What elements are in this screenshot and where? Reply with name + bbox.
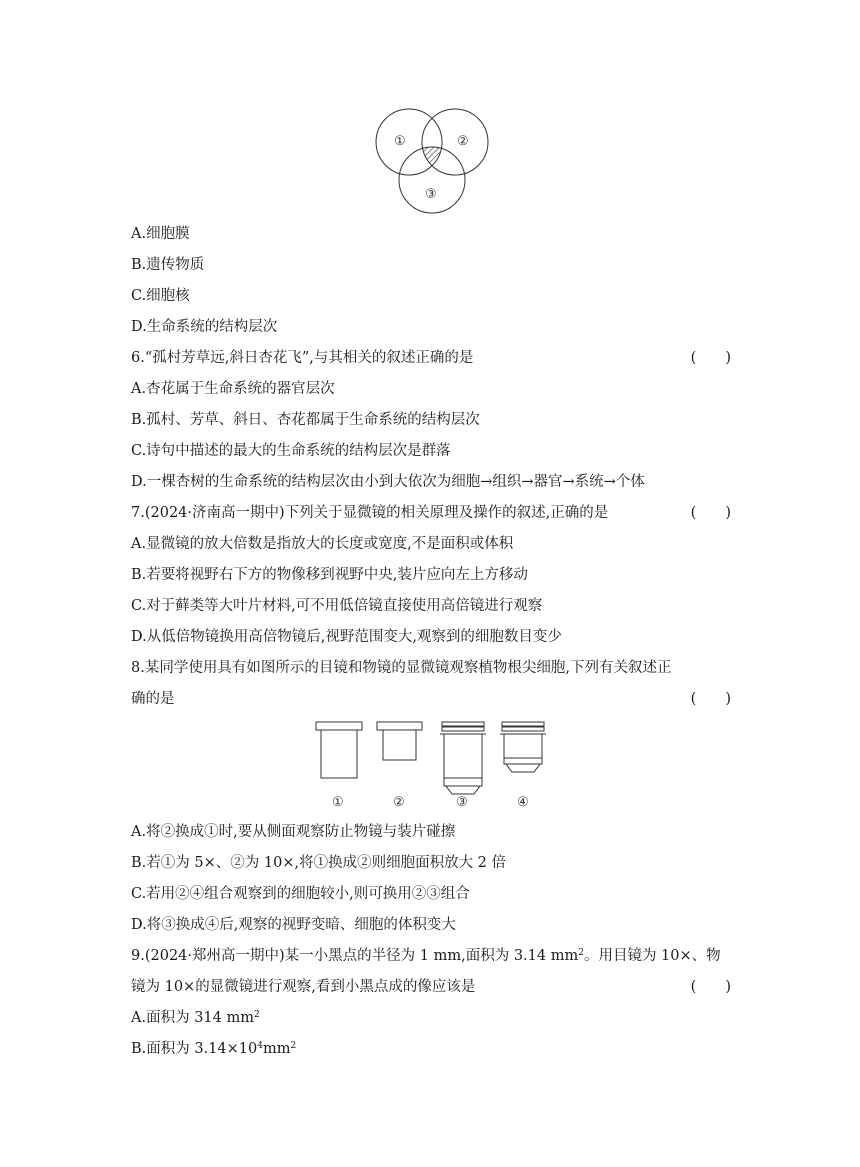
q6-option-b: B.孤村、芳草、斜日、杏花都属于生命系统的结构层次 (131, 412, 480, 428)
q7-option-a: A.显微镜的放大倍数是指放大的长度或宽度,不是面积或体积 (131, 536, 514, 552)
q7-stem-line (131, 503, 731, 523)
q9-stem-part-b: 。用目镜为 10×、物 (583, 948, 721, 964)
venn-circle-2 (422, 109, 488, 175)
q6-stem: 6.“孤村芳草远,斜日杏花飞”,与其相关的叙述正确的是 (131, 350, 474, 366)
q9-option-b-text: B.面积为 3.14×10 (131, 1041, 258, 1057)
q9-stem-line-2 (131, 977, 731, 997)
q6-answer-paren: ( ) (690, 350, 731, 366)
q8-stem-line-2 (131, 689, 731, 709)
venn-label-3: ③ (425, 187, 437, 202)
q9-stem-superscript: 2 (578, 948, 584, 958)
q8-option-d: D.将③换成④后,观察的视野变暗、细胞的体积变大 (131, 917, 456, 933)
q6-stem-line (131, 348, 731, 368)
venn-label-1: ① (394, 134, 406, 149)
objective-lens-4 (500, 722, 546, 772)
q9-option-a (131, 1008, 731, 1028)
q8-option-a: A.将②换成①时,要从侧面观察防止物镜与装片碰擦 (131, 824, 456, 840)
q7-stem: 7.(2024·济南高一期中)下列关于显微镜的相关原理及操作的叙述,正确的是 (131, 505, 609, 521)
q7-option-b: B.若要将视野右下方的物像移到视野中央,装片应向左上方移动 (131, 567, 528, 583)
eyepiece-lens-2 (377, 722, 422, 760)
q8-stem-end: 确的是 (131, 691, 175, 707)
lens-figure (310, 718, 550, 810)
q7-option-d: D.从低倍物镜换用高倍物镜后,视野范围变大,观察到的细胞数目变少 (131, 629, 562, 645)
q5-option-a: A.细胞膜 (131, 226, 190, 242)
lens-label-2: ② (393, 795, 405, 810)
q8-option-c: C.若用②④组合观察到的细胞较小,则可换用②③组合 (131, 886, 470, 902)
objective-lens-3 (440, 722, 486, 794)
q9-option-b (131, 1039, 731, 1059)
q5-option-c: C.细胞核 (131, 288, 190, 304)
q5-option-d: D.生命系统的结构层次 (131, 319, 278, 335)
q9-option-a-text: A.面积为 314 mm (131, 1010, 254, 1026)
venn-diagram (370, 103, 494, 215)
q5-option-b: B.遗传物质 (131, 257, 205, 273)
q9-stem-end: 镜为 10×的显微镜进行观察,看到小黑点成的像应该是 (131, 979, 476, 995)
q9-option-b-exponent: 4 (257, 1041, 263, 1051)
q9-answer-paren: ( ) (690, 979, 731, 995)
q6-option-a: A.杏花属于生命系统的器官层次 (131, 381, 335, 397)
q9-option-b-unit: mm (263, 1041, 291, 1057)
q9-stem-part-a: 9.(2024·郑州高一期中)某一小黑点的半径为 1 mm,面积为 3.14 mm (131, 948, 579, 964)
q9-stem-line-1 (131, 946, 731, 966)
lens-label-1: ① (332, 795, 344, 810)
q6-option-c: C.诗句中描述的最大的生命系统的结构层次是群落 (131, 443, 451, 459)
eyepiece-lens-1 (316, 722, 362, 778)
q8-answer-paren: ( ) (690, 691, 731, 707)
lens-label-4: ④ (517, 795, 529, 810)
q9-option-b-unit-superscript: 2 (290, 1041, 297, 1051)
venn-label-2: ② (457, 134, 469, 149)
q6-option-d: D.一棵杏树的生命系统的结构层次由小到大依次为细胞→组织→器官→系统→个体 (131, 474, 645, 490)
q9-option-a-superscript: 2 (253, 1010, 260, 1020)
q8-option-b: B.若①为 5×、②为 10×,将①换成②则细胞面积放大 2 倍 (131, 855, 507, 871)
q7-answer-paren: ( ) (690, 505, 731, 521)
q7-option-c: C.对于藓类等大叶片材料,可不用低倍镜直接使用高倍镜进行观察 (131, 598, 543, 614)
q8-stem-line-1: 8.某同学使用具有如图所示的目镜和物镜的显微镜观察植物根尖细胞,下列有关叙述正 (131, 660, 672, 676)
lens-label-3: ③ (456, 795, 468, 810)
